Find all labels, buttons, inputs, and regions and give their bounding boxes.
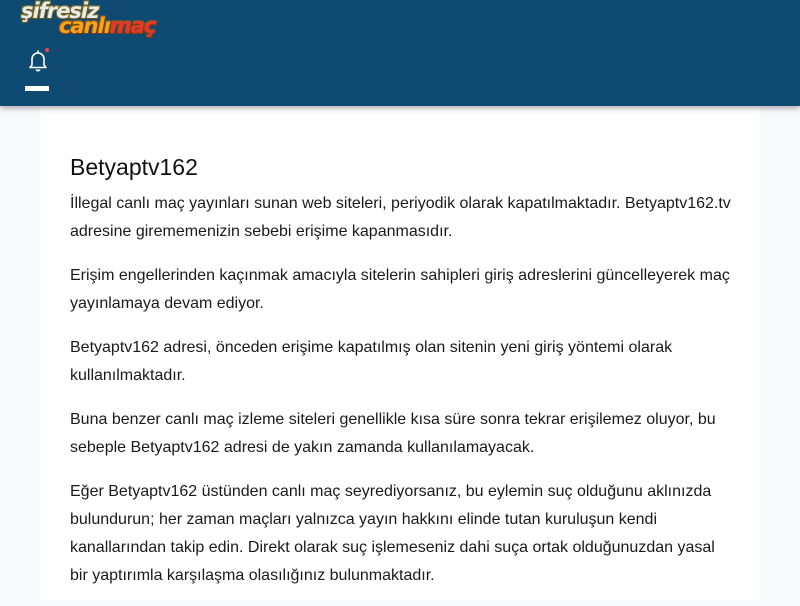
article-paragraph: Betyaptv162 adresi, önceden erişime kapatılmış olan sitenin yeni giriş yöntemi olarak kullanılmaktadır. xyxy=(70,339,673,384)
article-paragraph: Erişim engellerinden kaçınmak amacıyla sitelerin sahipleri giriş adreslerini güncelleyerek maç yayınlamaya devam ediyor. xyxy=(70,267,730,312)
article-paragraph: Buna benzer canlı maç izleme siteleri genellikle kısa süre sonra tekrar erişilemez oluyor, bu sebeple Betyaptv162 adresi de yakın zamanda kullanılamayacak. xyxy=(70,411,716,456)
menu-toggle-button[interactable] xyxy=(25,86,49,91)
bell-icon xyxy=(28,49,48,73)
article-title: Betyaptv162 xyxy=(70,154,198,180)
notification-bell-button[interactable] xyxy=(28,48,50,72)
article-paragraph: İllegal canlı maç yayınları sunan web siteleri, periyodik olarak kapatılmaktadır. Betyaptv162.tv adresine girememenizin sebebi erişime kapanmasıdır. xyxy=(70,195,731,240)
article-content xyxy=(70,152,735,606)
site-logo[interactable] xyxy=(19,1,167,41)
logo-text-line1: şifresiz xyxy=(21,0,99,23)
article-paragraph: Eğer Betyaptv162 üstünden canlı maç seyrediyorsanız, bu eylemin suç olduğunu aklınızda bulundurun; her zaman maçları yalnızca yayın hakkını elinde tutan kuruluşun kendi kanallarından takip edin. Direkt olarak suç işlemeseniz dahi suça ortak olduğunuzdan yasal bir yaptırımla karşılaşma olasılığınız bulunmaktadır. xyxy=(70,483,715,584)
logo-text-main: canlı xyxy=(59,14,110,38)
logo-text-line2 xyxy=(59,14,155,38)
logo-text-accent: maç xyxy=(109,14,156,38)
site-header xyxy=(0,0,800,106)
article-card xyxy=(40,106,760,600)
notification-badge xyxy=(45,48,49,52)
